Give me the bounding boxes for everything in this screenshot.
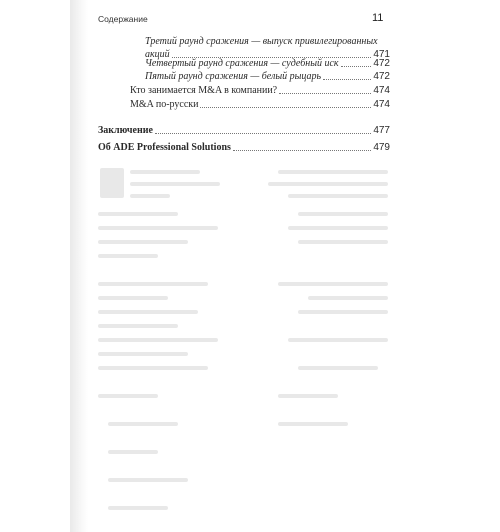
toc-entry-page: 479 (373, 142, 390, 153)
toc-entry-line (98, 124, 390, 137)
toc-leader-dots (279, 93, 371, 94)
show-through-line (298, 212, 388, 216)
show-through-line (298, 240, 388, 244)
show-through-line (98, 296, 168, 300)
page-number: 11 (372, 12, 384, 24)
toc-leader-dots (155, 133, 371, 134)
show-through-line (278, 170, 388, 174)
show-through-line (278, 422, 348, 426)
show-through-line (108, 506, 168, 510)
toc-entry-page: 474 (373, 85, 390, 96)
toc-entry-line (145, 70, 390, 83)
toc-entry-title: Кто занимается M&A в компании? (130, 85, 278, 96)
toc-entry-page: 471 (373, 49, 390, 60)
show-through-text (98, 160, 398, 532)
show-through-line (98, 352, 188, 356)
show-through-line (130, 182, 220, 186)
show-through-line (108, 450, 158, 454)
toc-entry-title: M&A по-русски (130, 99, 199, 110)
toc-entry-line (130, 98, 390, 111)
toc-entry-title: Об ADE Professional Solutions (98, 142, 231, 153)
toc-leader-dots (233, 150, 371, 151)
toc-entry (130, 98, 390, 111)
show-through-line (98, 254, 158, 258)
show-through-line (108, 478, 188, 482)
page-gutter-shadow (70, 0, 88, 532)
show-through-line (288, 226, 388, 230)
toc-entry (98, 124, 390, 137)
show-through-line (98, 310, 198, 314)
toc-entry-page: 474 (373, 99, 390, 110)
show-through-line (98, 338, 218, 342)
toc-entry-title: Заключение (98, 125, 153, 136)
toc-entry-title-line1: Третий раунд сражения — выпуск привилегированных (145, 36, 378, 47)
toc-entry-line (145, 57, 390, 70)
show-through-line (308, 296, 388, 300)
show-through-line (268, 182, 388, 186)
show-through-line (288, 194, 388, 198)
toc-entry (145, 57, 390, 70)
toc-entry-page: 472 (373, 58, 390, 69)
show-through-line (108, 422, 178, 426)
toc-entry (98, 141, 390, 154)
show-through-drop-cap (100, 168, 124, 198)
show-through-line (98, 394, 158, 398)
show-through-line (98, 212, 178, 216)
toc-entry-title: Четвертый раунд сражения — судебный иск (145, 58, 339, 69)
toc-entry-line (130, 84, 390, 97)
show-through-line (98, 366, 208, 370)
show-through-line (298, 366, 378, 370)
toc-entry-title: Пятый раунд сражения — белый рыцарь (145, 71, 322, 82)
show-through-line (278, 282, 388, 286)
running-head: Содержание (98, 14, 148, 24)
toc-entry-title-line2: акций (145, 49, 170, 60)
toc-entry (130, 84, 390, 97)
show-through-line (130, 194, 170, 198)
toc-entry-page: 472 (373, 71, 390, 82)
toc-leader-dots (341, 66, 372, 67)
show-through-line (98, 324, 178, 328)
show-through-line (278, 394, 338, 398)
toc-entry-line (98, 141, 390, 154)
toc-leader-dots (200, 107, 371, 108)
toc-entry-page: 477 (373, 125, 390, 136)
show-through-line (130, 170, 200, 174)
show-through-line (98, 240, 188, 244)
toc-entry (145, 70, 390, 83)
toc-leader-dots (323, 79, 371, 80)
show-through-line (98, 226, 218, 230)
show-through-line (298, 310, 388, 314)
show-through-line (98, 282, 208, 286)
show-through-line (288, 338, 388, 342)
